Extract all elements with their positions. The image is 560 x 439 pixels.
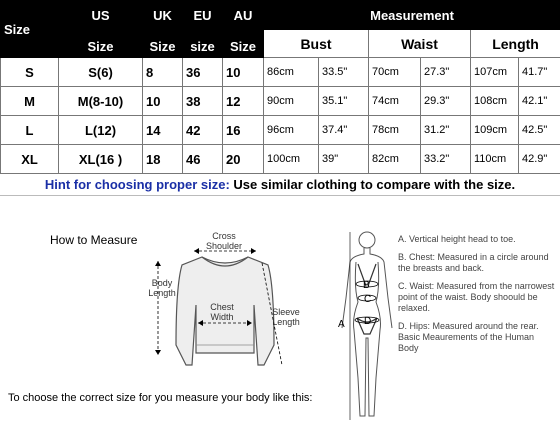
- table-row: [1, 87, 560, 116]
- header-au: AU: [223, 1, 264, 30]
- body-figure-icon: [330, 228, 400, 428]
- header-us: US: [59, 1, 143, 30]
- table-row: [1, 58, 560, 87]
- cell-size: L: [1, 116, 59, 145]
- cell-bust-cm: 90cm: [264, 87, 319, 116]
- cell-waist-in: 27.3": [421, 58, 471, 87]
- hint-label: Hint for choosing proper size:: [44, 177, 230, 192]
- cell-waist-in: 31.2": [421, 116, 471, 145]
- header-size: Size: [1, 1, 59, 58]
- cell-waist-cm: 82cm: [369, 145, 421, 174]
- cell-us: M(8-10): [59, 87, 143, 116]
- cell-eu: 42: [183, 116, 223, 145]
- table-row: [1, 116, 560, 145]
- cell-length-in: 42.9": [519, 145, 560, 174]
- label-a: A: [338, 319, 345, 330]
- cell-waist-in: 29.3": [421, 87, 471, 116]
- cell-size: M: [1, 87, 59, 116]
- header-uk-sub: Size: [143, 30, 183, 58]
- cell-us: XL(16 ): [59, 145, 143, 174]
- cell-bust-in: 33.5": [319, 58, 369, 87]
- header-measurement: Measurement: [264, 1, 560, 30]
- cell-length-in: 42.5": [519, 116, 560, 145]
- cross-shoulder-label: Cross Shoulder: [205, 231, 243, 251]
- header-waist: Waist: [369, 30, 471, 58]
- header-uk: UK: [143, 1, 183, 30]
- cell-waist-in: 33.2": [421, 145, 471, 174]
- cell-waist-cm: 78cm: [369, 116, 421, 145]
- measure-instructions: To choose the correct size for you measure your body like this:: [8, 392, 313, 404]
- cell-au: 12: [223, 87, 264, 116]
- cell-uk: 18: [143, 145, 183, 174]
- cell-bust-cm: 96cm: [264, 116, 319, 145]
- cell-au: 16: [223, 116, 264, 145]
- cell-waist-cm: 74cm: [369, 87, 421, 116]
- cell-length-cm: 110cm: [471, 145, 519, 174]
- label-c: C: [364, 294, 372, 305]
- cell-waist-cm: 70cm: [369, 58, 421, 87]
- cell-bust-cm: 100cm: [264, 145, 319, 174]
- cell-length-cm: 108cm: [471, 87, 519, 116]
- cell-length-cm: 109cm: [471, 116, 519, 145]
- cell-bust-cm: 86cm: [264, 58, 319, 87]
- cell-uk: 8: [143, 58, 183, 87]
- cell-length-cm: 107cm: [471, 58, 519, 87]
- body-length-label: Body Length: [148, 278, 176, 298]
- note-c: C. Waist: Measured from the narrowest point of the waist. Body shoould be relaxed.: [398, 281, 555, 313]
- header-bust: Bust: [264, 30, 369, 58]
- cell-uk: 10: [143, 87, 183, 116]
- cell-bust-in: 37.4": [319, 116, 369, 145]
- cell-eu: 38: [183, 87, 223, 116]
- cell-size: XL: [1, 145, 59, 174]
- cell-eu: 46: [183, 145, 223, 174]
- cell-uk: 14: [143, 116, 183, 145]
- cell-length-in: 42.1": [519, 87, 560, 116]
- size-table: [0, 0, 560, 174]
- measurement-notes: [398, 234, 556, 361]
- sleeve-length-label: Sleeve Length: [272, 307, 300, 327]
- label-d: D: [364, 316, 372, 327]
- cell-au: 20: [223, 145, 264, 174]
- cell-bust-in: 35.1": [319, 87, 369, 116]
- header-length: Length: [471, 30, 560, 58]
- cell-eu: 36: [183, 58, 223, 87]
- header-eu: EU: [183, 1, 223, 30]
- hint-text: Use similar clothing to compare with the size.: [229, 177, 516, 192]
- note-a: A. Vertical height head to toe.: [398, 234, 516, 244]
- size-hint: [0, 174, 560, 196]
- cell-size: S: [1, 58, 59, 87]
- table-row: [1, 145, 560, 174]
- cell-length-in: 41.7": [519, 58, 560, 87]
- how-to-measure-title: How to Measure: [50, 233, 138, 247]
- note-d: D. Hips: Measured around the rear. Basic Meaurements of the Human Body: [398, 321, 539, 353]
- chest-width-label: Chest Width: [210, 302, 234, 322]
- cell-us: L(12): [59, 116, 143, 145]
- label-b: B: [363, 280, 370, 291]
- cell-au: 10: [223, 58, 264, 87]
- header-au-sub: Size: [223, 30, 264, 58]
- header-us-sub: Size: [59, 30, 143, 58]
- cell-bust-in: 39": [319, 145, 369, 174]
- header-eu-sub: size: [183, 30, 223, 58]
- note-b: B. Chest: Measured in a circle around the breasts and back.: [398, 252, 549, 273]
- cell-us: S(6): [59, 58, 143, 87]
